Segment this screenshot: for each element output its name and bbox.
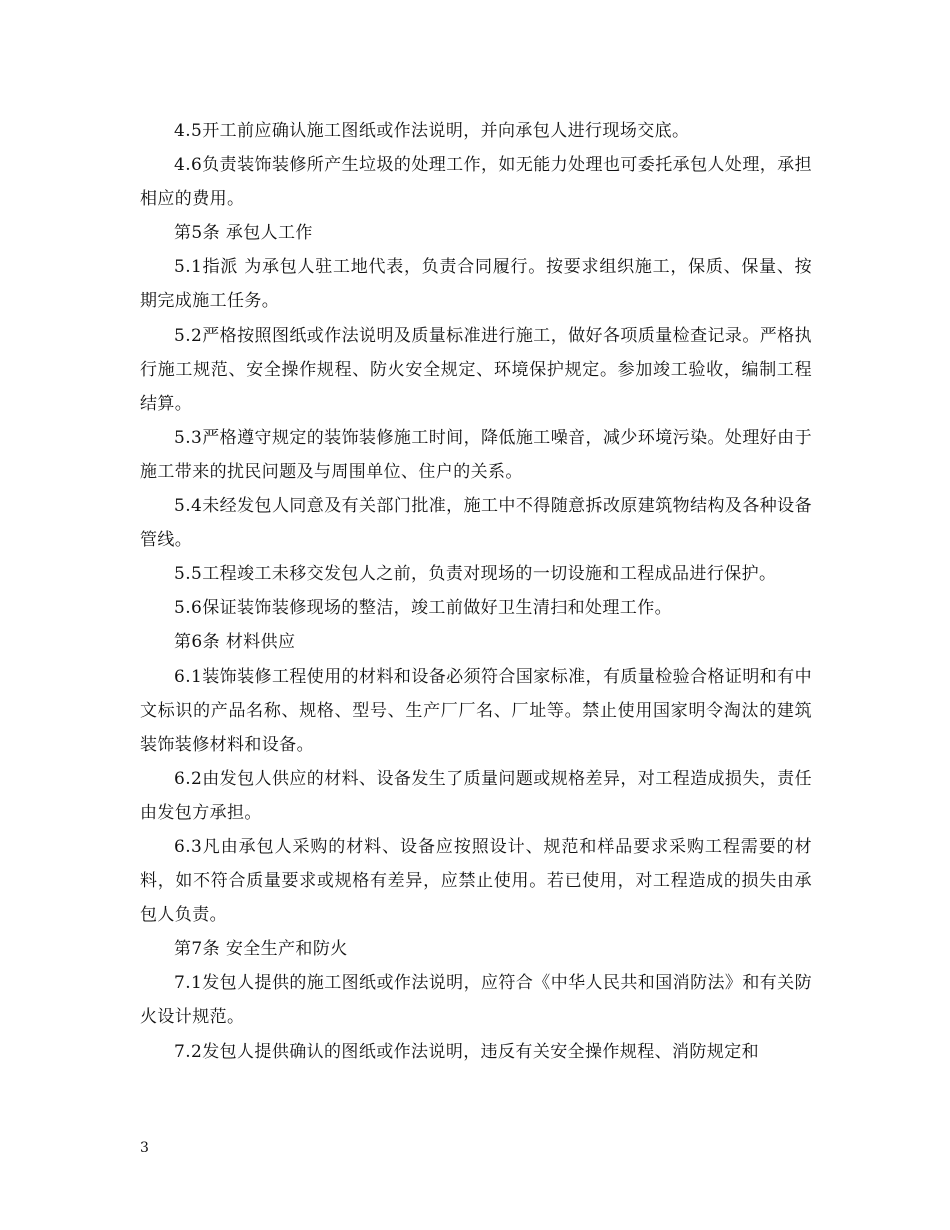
paragraph-7-2: 7.2发包人提供确认的图纸或作法说明，违反有关安全操作规程、消防规定和	[174, 1041, 760, 1062]
paragraph-4-5: 4.5开工前应确认施工图纸或作法说明，并向承包人进行现场交底。	[174, 121, 690, 141]
section-heading-article-6: 第6条 材料供应	[174, 632, 296, 653]
paragraph-5-4: 5.4未经发包人同意及有关部门批准，施工中不得随意拆改原建筑物结构及各种设备管线。	[140, 496, 812, 551]
paragraph-5-5: 5.5工程竣工未移交发包人之前，负责对现场的一切设施和工程成品进行保护。	[174, 564, 777, 585]
paragraph-7-1: 7.1发包人提供的施工图纸或作法说明，应符合《中华人民共和国消防法》和有关防火设计规范。	[140, 973, 812, 1028]
paragraph-5-3: 5.3严格遵守规定的装饰装修施工时间，降低施工噪音，减少环境污染。处理好由于施工带来的扰民问题及与周围单位、住户的关系。	[140, 427, 812, 482]
paragraph-5-1: 5.1指派 为承包人驻工地代表，负责合同履行。按要求组织施工，保质、保量、按期完成施工任务。	[140, 257, 812, 312]
paragraph-5-2: 5.2严格按照图纸或作法说明及质量标准进行施工，做好各项质量检查记录。严格执行施工规范、安全操作规程、防火安全规定、环境保护规定。参加竣工验收，编制工程结算。	[140, 325, 812, 414]
paragraph-6-2: 6.2由发包人供应的材料、设备发生了质量问题或规格差异，对工程造成损失，责任由发包方承担。	[140, 768, 812, 823]
section-heading-article-5: 第5条 承包人工作	[174, 223, 313, 244]
paragraph-6-3: 6.3凡由承包人采购的材料、设备应按照设计、规范和样品要求采购工程需要的材料，如不符合质量要求或规格有差异，应禁止使用。若已使用，对工程造成的损失由承包人负责。	[140, 836, 812, 926]
paragraph-5-6: 5.6保证装饰装修现场的整洁，竣工前做好卫生清扫和处理工作。	[174, 598, 673, 619]
paragraph-6-1: 6.1装饰装修工程使用的材料和设备必须符合国家标准，有质量检验合格证明和有中文标识的产品名称、规格、型号、生产厂厂名、厂址等。禁止使用国家明令淘汰的建筑装饰装修材料和设备。	[140, 666, 812, 755]
section-heading-article-7: 第7条 安全生产和防火	[174, 939, 348, 960]
document-body	[140, 114, 812, 1069]
page-number: 3	[140, 1140, 149, 1156]
paragraph-4-6: 4.6负责装饰装修所产生垃圾的处理工作，如无能力处理也可委托承包人处理，承担相应的费用。	[140, 155, 812, 210]
